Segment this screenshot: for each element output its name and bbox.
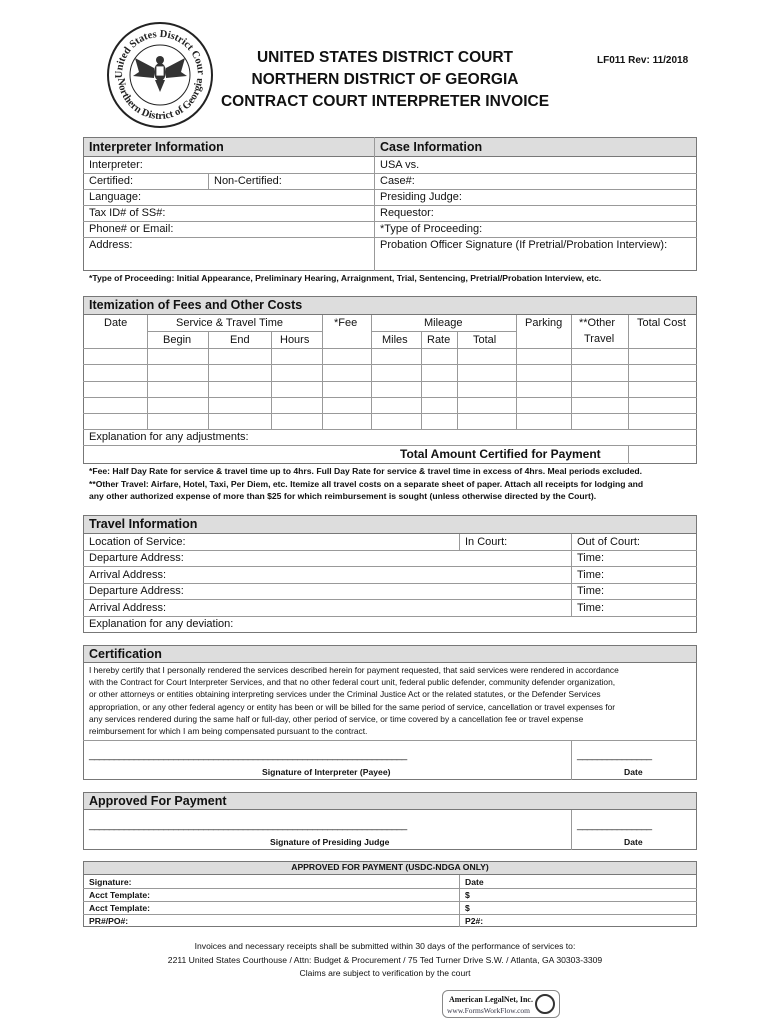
usa-vs-field[interactable]: USA vs. — [380, 159, 420, 171]
time-field-1[interactable]: Time: — [577, 552, 605, 564]
col-miles: Miles — [382, 334, 408, 346]
judge-signature-line[interactable]: ________________________________________________________________ — [89, 820, 407, 831]
legalnet-badge[interactable] — [442, 990, 560, 1018]
other-travel-note: **Other Travel: Airfare, Hotel, Taxi, Per Diem, etc. Itemize all travel costs on a separate sheet of paper. Attach all receipts for lodging and — [89, 479, 644, 489]
certification-header-bar — [83, 645, 697, 663]
document-title — [180, 47, 590, 113]
footer-line-1: Invoices and necessary receipts shall be submitted within 30 days of the performance of services to: — [194, 941, 576, 951]
col-parking: Parking — [525, 317, 563, 329]
title-line-2: NORTHERN DISTRICT OF GEORGIA — [251, 71, 519, 88]
footer-line-2: 2211 United States Courthouse / Attn: Budget & Procurement / 75 Ted Turner Drive S.W. / Atlanta, GA 30303-3309 — [167, 954, 603, 965]
type-of-proceeding-field[interactable]: *Type of Proceeding: — [380, 223, 483, 235]
certification-title: Certification — [89, 647, 162, 661]
non-certified-field[interactable]: Non-Certified: — [214, 175, 282, 187]
approved-title: Approved For Payment — [89, 794, 227, 808]
deviation-field[interactable]: Explanation for any deviation: — [89, 618, 234, 630]
col-date: Date — [104, 317, 128, 329]
usdc-acct-template-2[interactable]: Acct Template: — [89, 903, 150, 913]
seal-bottom-text: Northern District of Georgia — [114, 77, 206, 123]
in-court-field[interactable]: In Court: — [465, 536, 508, 548]
usdc-pr-po[interactable]: PR#/PO#: — [89, 916, 129, 926]
tax-id-field[interactable]: Tax ID# of SS#: — [89, 207, 166, 219]
certification-text: I hereby certify that I personally rendered the services described herein for payment requested, that said services were rendered in accordance with the Contract for Court Interpreter Services, and that no other federal court unit, federal public defender, community defender organization, or other attorneys or entities obtaining interpreting services under the Criminal Justice Act or the related statutes, or the Defender Services appropriation, or any other federal agency or entity has been or will be billed for the same period of service, cancellation or travel expenses for any services rendered during the same half or full-day, other period of service, or time covered by a cancellation fee or travel expense reimbursement for which I am being compensated pursuant to the contract. — [89, 665, 619, 737]
location-of-service-field[interactable]: Location of Service: — [89, 536, 186, 548]
col-hours: Hours — [280, 334, 310, 346]
judge-date-line[interactable]: _______________ — [577, 820, 652, 831]
other-travel-note-2: any other authorized expense of more than $25 for which reimbursement is sought (unless otherwise directed by the Court). — [89, 491, 597, 501]
col-service-travel: Service & Travel Time — [176, 317, 283, 329]
interpreter-field[interactable]: Interpreter: — [89, 159, 143, 171]
usdc-date[interactable]: Date — [465, 877, 484, 887]
out-of-court-field[interactable]: Out of Court: — [577, 536, 640, 548]
itemization-title: Itemization of Fees and Other Costs — [89, 298, 303, 312]
usdc-title: APPROVED FOR PAYMENT (USDC-NDGA ONLY) — [291, 862, 489, 872]
judge-signature-label: Signature of Presiding Judge — [270, 837, 390, 847]
phone-email-field[interactable]: Phone# or Email: — [89, 223, 174, 235]
seal-top-text: United States District Cour — [113, 28, 207, 79]
presiding-judge-field[interactable]: Presiding Judge: — [380, 191, 462, 203]
arrival-address-1[interactable]: Arrival Address: — [89, 569, 167, 581]
certified-field[interactable]: Certified: — [89, 175, 134, 187]
time-field-2[interactable]: Time: — [577, 569, 605, 581]
interpreter-signature-line[interactable]: ________________________________________________________________ — [89, 750, 407, 761]
col-other-travel-2: Travel — [584, 333, 615, 345]
col-fee: *Fee — [334, 317, 358, 329]
proceeding-note: *Type of Proceeding: Initial Appearance, Preliminary Hearing, Arraignment, Trial, Sentencing, Pretrial/Probation Interview, etc. — [89, 273, 602, 283]
form-revision: LF011 Rev: 11/2018 — [597, 55, 689, 66]
case-number-field[interactable]: Case#: — [380, 175, 415, 187]
adjustments-field[interactable]: Explanation for any adjustments: — [89, 431, 249, 443]
arrival-address-2[interactable]: Arrival Address: — [89, 602, 167, 614]
title-line-1: UNITED STATES DISTRICT COURT — [256, 49, 514, 66]
judge-date-label: Date — [624, 837, 643, 847]
title-line-3: CONTRACT COURT INTERPRETER INVOICE — [220, 93, 550, 110]
departure-address-1[interactable]: Departure Address: — [89, 552, 184, 564]
fee-note: *Fee: Half Day Rate for service & travel time up to 4hrs. Full Day Rate for service & travel time in excess of 4hrs. Meal periods excluded. — [89, 466, 643, 476]
col-total: Total — [473, 334, 497, 346]
col-other-travel: **Other — [579, 317, 616, 329]
case-info-title: Case Information — [380, 140, 483, 154]
badge-name: American LegalNet, Inc. — [449, 995, 533, 1004]
travel-info-title: Travel Information — [89, 517, 198, 531]
badge-url: www.FormsWorkFlow.com — [447, 1006, 531, 1015]
time-field-3[interactable]: Time: — [577, 585, 605, 597]
interpreter-signature-label: Signature of Interpreter (Payee) — [262, 767, 391, 777]
usdc-signature[interactable]: Signature: — [89, 877, 132, 887]
language-field[interactable]: Language: — [89, 191, 141, 203]
col-begin: Begin — [163, 334, 192, 346]
time-field-4[interactable]: Time: — [577, 602, 605, 614]
col-rate: Rate — [427, 334, 451, 346]
footer-line-3: Claims are subject to verification by the court — [299, 968, 471, 978]
interpreter-date-label: Date — [624, 767, 643, 777]
departure-address-2[interactable]: Departure Address: — [89, 585, 184, 597]
usdc-acct-template-1[interactable]: Acct Template: — [89, 890, 150, 900]
usdc-p2[interactable]: P2#: — [465, 916, 484, 926]
total-certified-label: Total Amount Certified for Payment — [400, 447, 601, 461]
address-field[interactable]: Address: — [89, 239, 133, 251]
col-mileage: Mileage — [424, 317, 463, 329]
interpreter-date-line[interactable]: _______________ — [577, 750, 652, 761]
interpreter-info-title: Interpreter Information — [89, 140, 224, 154]
probation-signature-field[interactable]: Probation Officer Signature (If Pretrial/Probation Interview): — [380, 239, 668, 251]
col-total-cost: Total Cost — [637, 317, 686, 329]
badge-logo-icon — [535, 994, 555, 1014]
usdc-amount-2[interactable]: $ — [465, 903, 470, 913]
requestor-field[interactable]: Requestor: — [380, 207, 434, 219]
footer-text — [85, 940, 685, 981]
usdc-amount-1[interactable]: $ — [465, 890, 470, 900]
col-end: End — [230, 334, 250, 346]
